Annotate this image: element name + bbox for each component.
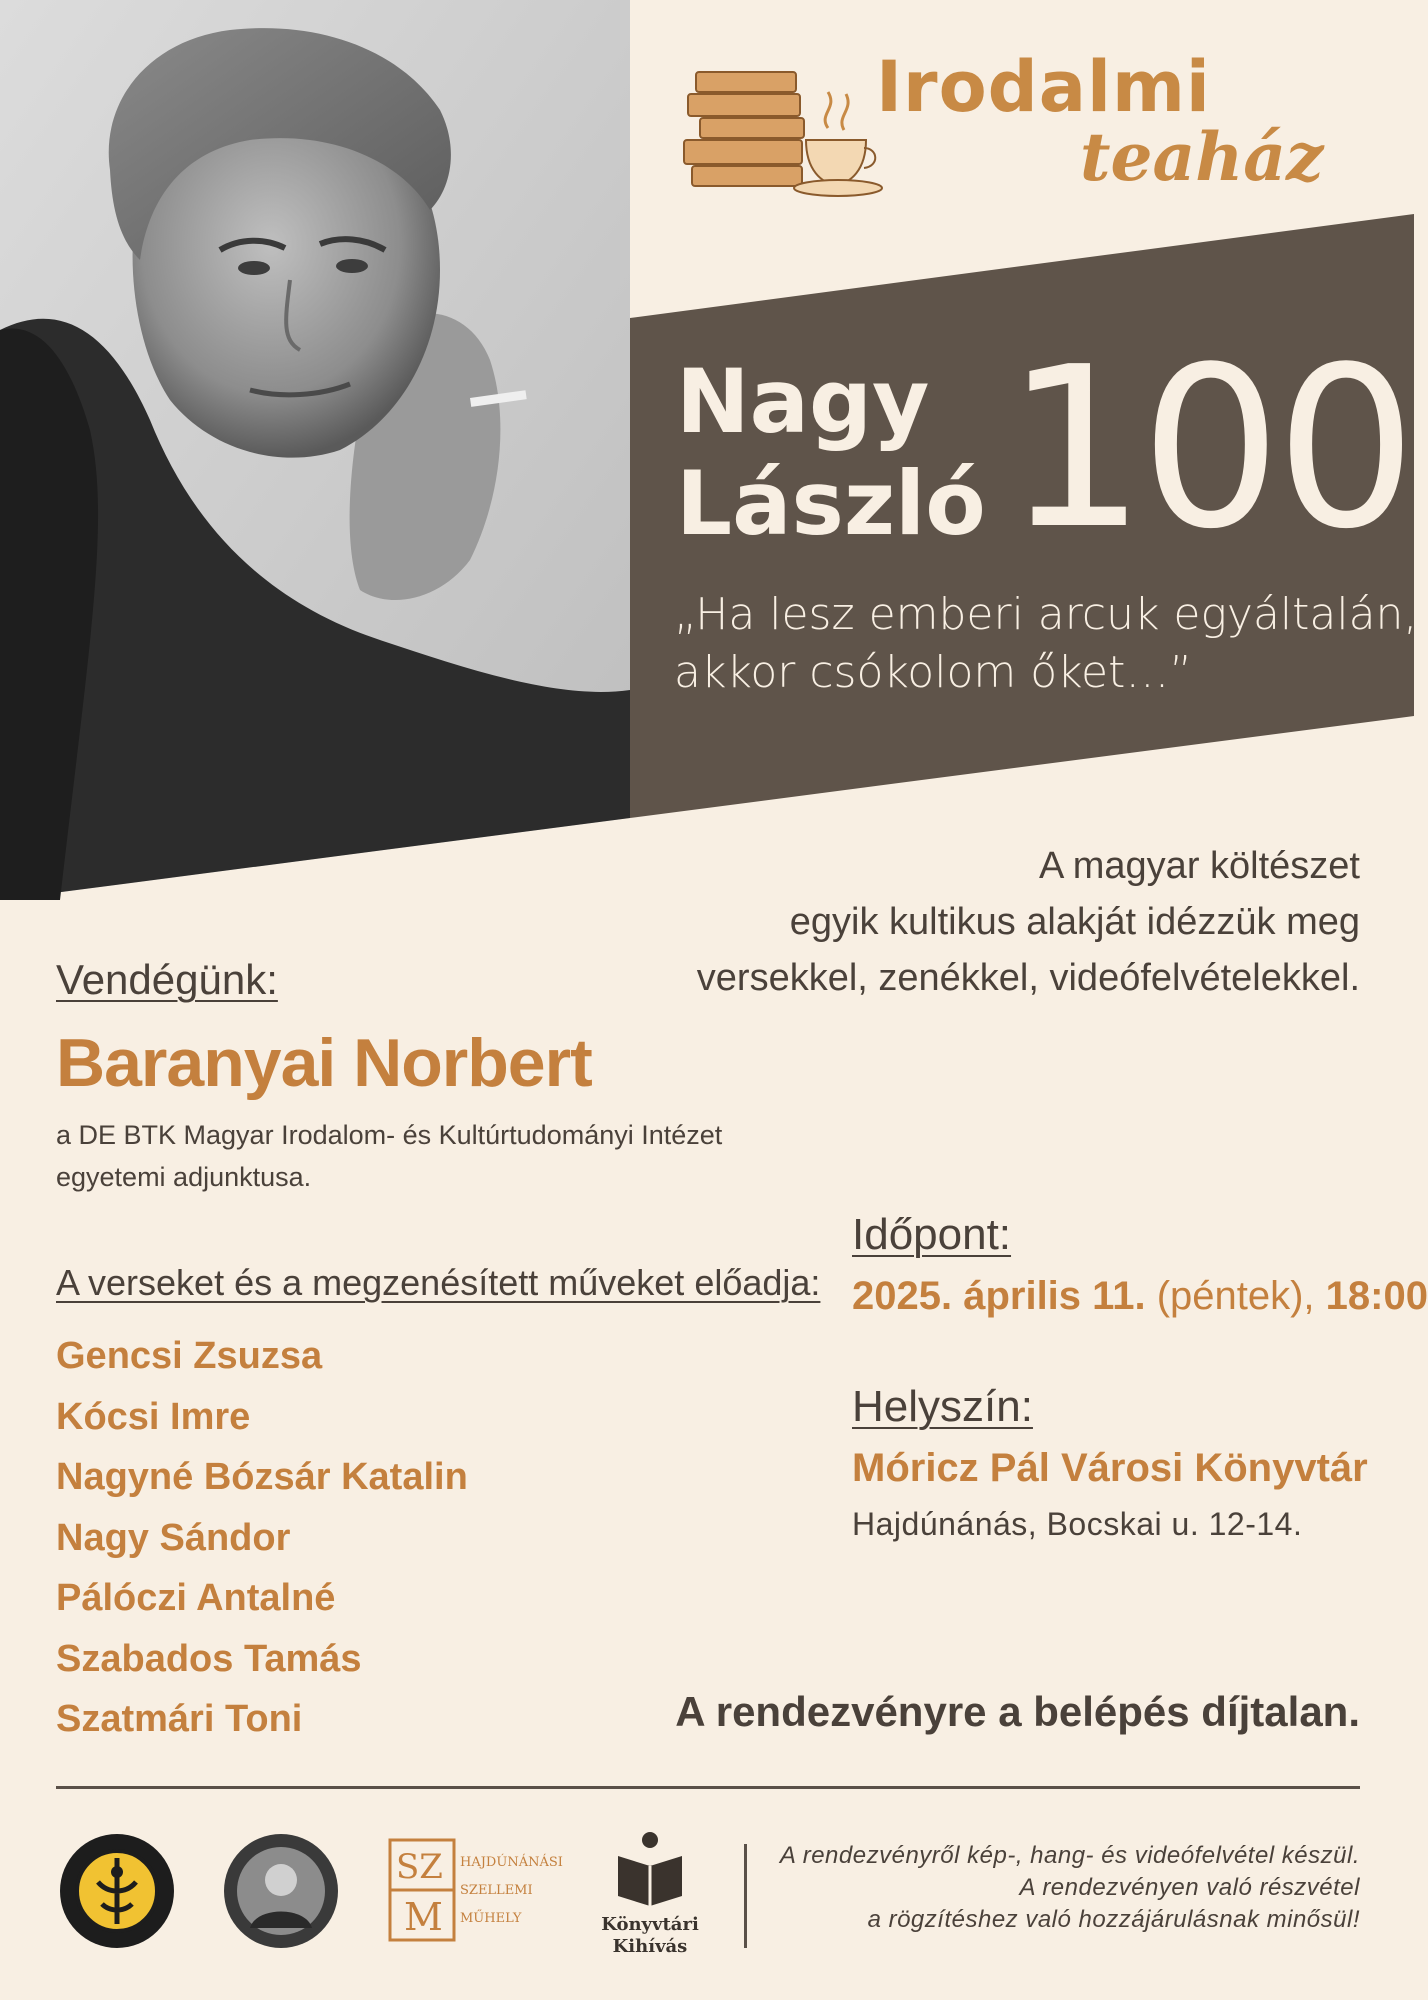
- quote-line: akkor csókolom őket…”: [674, 647, 1193, 698]
- title-first-name: Nagy: [676, 350, 930, 453]
- konyvtari-kihivas-logo-icon: [588, 1826, 712, 1956]
- cultural-center-seal-logo-icon: [58, 1832, 176, 1950]
- footer-divider-line: [56, 1786, 1360, 1789]
- guest-description: [56, 1114, 756, 1198]
- event-day: (péntek),: [1156, 1274, 1315, 1318]
- recording-notice-line: A rendezvényen való részvétel: [1019, 1874, 1360, 1901]
- performer-name: Pálóczi Antalné: [56, 1577, 336, 1619]
- recording-notice: [740, 1840, 1360, 1936]
- guest-label: Vendégünk:: [56, 956, 278, 1003]
- guest-description-line: egyetemi adjunktusa.: [56, 1162, 312, 1192]
- guest-name: Baranyai Norbert: [56, 1025, 592, 1101]
- free-entry-notice: A rendezvényre a belépés díjtalan.: [675, 1688, 1360, 1735]
- performer-name: Szatmári Toni: [56, 1698, 303, 1740]
- logo-word-irodalmi: Irodalmi: [876, 46, 1211, 128]
- hszm-mark-sz: SZ: [396, 1847, 443, 1887]
- poet-photo: [0, 0, 630, 900]
- intro-text: [660, 838, 1360, 1006]
- performer-name: Nagyné Bózsár Katalin: [56, 1456, 468, 1498]
- place-address: Hajdúnánás, Bocskai u. 12-14.: [852, 1506, 1303, 1542]
- place-name: Móricz Pál Városi Könyvtár: [852, 1446, 1368, 1490]
- performer-name: Nagy Sándor: [56, 1516, 291, 1559]
- books-teacup-logo-icon: [678, 52, 888, 202]
- konyvtari-text: Kihívás: [612, 1936, 688, 1957]
- portrait-medallion-logo-icon: [222, 1832, 340, 1950]
- performers-label: A verseket és a megzenésített műveket előadja:: [56, 1262, 821, 1303]
- time-label: Időpont:: [852, 1210, 1012, 1259]
- hszm-text: SZELLEMI: [460, 1883, 533, 1898]
- guest-description-line: a DE BTK Magyar Irodalom- és Kultúrtudományi Intézet: [56, 1120, 723, 1150]
- title-last-name: László: [676, 452, 986, 555]
- performers-list: [56, 1326, 468, 1750]
- konyvtari-text: Könyvtári: [601, 1914, 699, 1935]
- logo-word-teahaz: teaház: [1080, 118, 1324, 196]
- intro-line: A magyar költészet: [1038, 845, 1360, 887]
- recording-notice-line: a rögzítéshez való hozzájárulásnak minősül!: [867, 1906, 1360, 1933]
- hszm-text: HAJDÚNÁNÁSI: [460, 1855, 563, 1870]
- hszm-text: MŰHELY: [460, 1911, 522, 1926]
- intro-line: versekkel, zenékkel, videófelvételekkel.: [696, 957, 1360, 999]
- event-time: [852, 1274, 1428, 1319]
- performer-name: Gencsi Zsuzsa: [56, 1335, 323, 1377]
- hszm-mark-m: M: [404, 1895, 443, 1939]
- intro-line: egyik kultikus alakját idézzük meg: [789, 901, 1360, 943]
- performer-name: Kócsi Imre: [56, 1395, 251, 1438]
- event-hour: 18:00: [1325, 1274, 1428, 1318]
- hszm-logo-icon: [386, 1826, 563, 1956]
- quote-line: „Ha lesz emberi arcuk egyáltalán,: [674, 589, 1418, 640]
- place-label: Helyszín:: [852, 1382, 1033, 1431]
- performer-name: Szabados Tamás: [56, 1637, 362, 1680]
- title-number: 100: [1005, 320, 1411, 578]
- event-date: 2025. április 11.: [852, 1274, 1146, 1318]
- recording-notice-line: A rendezvényről kép-, hang- és videófelvétel készül.: [779, 1842, 1360, 1869]
- quote: [674, 586, 1418, 702]
